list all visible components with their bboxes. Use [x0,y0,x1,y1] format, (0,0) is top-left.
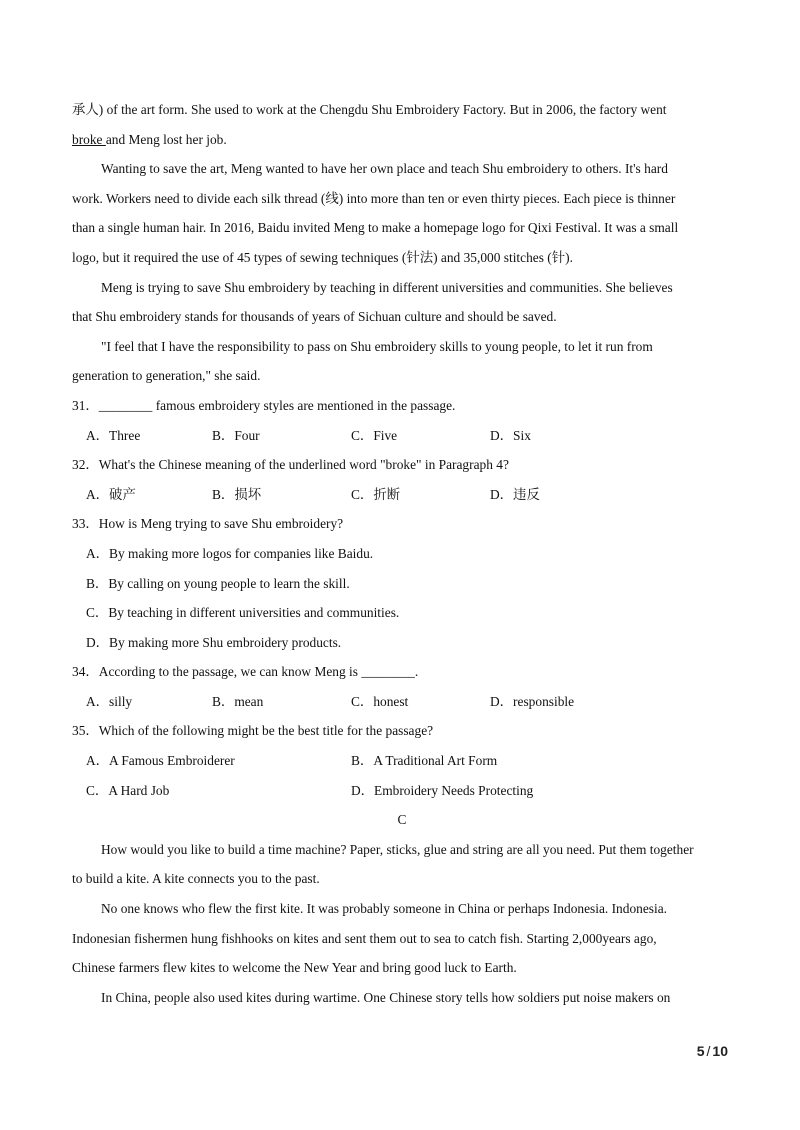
option-a: A．Three [86,427,141,443]
paragraph-line: than a single human hair. In 2016, Baidu invited Meng to make a homepage logo for Qixi Festival. It was a small [72,220,679,236]
option-d: D．Embroidery Needs Protecting [351,782,534,798]
question-34-options [72,687,732,717]
paragraph-line: to build a kite. A kite connects you to the past. [72,871,320,887]
paragraph-line: Wanting to save the art, Meng wanted to have her own place and teach Shu embroidery to others. It's hard [101,161,668,177]
option-d: D．Six [490,427,531,443]
paragraph-line: 承人) of the art form. She used to work at the Chengdu Shu Embroidery Factory. But in 2006, the factory went [72,102,667,117]
option-b: B．A Traditional Art Form [351,753,498,769]
option-c: C．honest [351,693,409,709]
question-35-options-row1 [72,746,732,776]
option-a: A．破产 [86,486,136,502]
paragraph-line: work. Workers need to divide each silk thread (线) into more than ten or even thirty pieces. Each piece is thinner [72,190,676,206]
page-number [697,1043,728,1059]
page-total: 10 [712,1043,728,1059]
paragraph-line: Chinese farmers flew kites to welcome the New Year and bring good luck to Earth. [72,960,517,976]
paragraph-line: generation to generation," she said. [72,368,261,384]
option-a: A．By making more logos for companies like Baidu. [86,545,374,561]
paragraph-line: "I feel that I have the responsibility to pass on Shu embroidery skills to young people, to let it run from [101,338,653,354]
paragraph-line: logo, but it required the use of 45 types of sewing techniques (针法) and 35,000 stitches (针). [72,249,573,265]
question-35-stem: 35．Which of the following might be the best title for the passage? [72,723,434,739]
option-b: B．By calling on young people to learn the skill. [86,575,350,591]
document-body [72,95,732,1012]
paragraph-line: Indonesian fishermen hung fishhooks on kites and sent them out to sea to catch fish. Starting 2,000years ago, [72,930,657,946]
option-c: C．A Hard Job [86,782,170,798]
question-32-stem: 32．What's the Chinese meaning of the underlined word "broke" in Paragraph 4? [72,457,509,473]
option-c: C．Five [351,427,398,443]
question-35-options-row2 [72,776,732,806]
page-current: 5 [696,1043,705,1059]
underlined-word-broke: broke [72,131,106,147]
option-a: A．silly [86,693,133,709]
option-a: A．A Famous Embroiderer [86,753,235,769]
paragraph-line: that Shu embroidery stands for thousands of years of Sichuan culture and should be saved. [72,309,557,325]
section-heading: C [397,812,407,828]
question-34-stem: 34．According to the passage, we can know Meng is ________. [72,664,419,680]
page-separator: / [706,1043,711,1059]
option-d: D．responsible [490,693,575,709]
option-b: B．Four [212,427,260,443]
option-c: C．By teaching in different universities and communities. [86,605,400,621]
option-d: D．By making more Shu embroidery products. [86,634,342,650]
paragraph-line: No one knows who flew the first kite. It was probably someone in China or perhaps Indonesia. Indonesia. [101,901,668,917]
line-text: and Meng lost her job. [105,131,227,147]
question-31-options [72,421,732,451]
question-31-stem: 31．________ famous embroidery styles are mentioned in the passage. [72,397,456,413]
paragraph-line: Meng is trying to save Shu embroidery by teaching in different universities and communities. She believes [101,279,673,295]
option-c: C．折断 [351,486,401,502]
paragraph-line: How would you like to build a time machine? Paper, sticks, glue and string are all you need. Put them together [101,841,694,857]
paragraph-line [72,125,732,155]
option-b: B．损坏 [212,486,262,502]
option-b: B．mean [212,693,264,709]
option-d: D．违反 [490,486,540,502]
paragraph-line: In China, people also used kites during wartime. One Chinese story tells how soldiers put noise makers on [101,989,671,1005]
question-32-options [72,480,732,510]
question-33-stem: 33．How is Meng trying to save Shu embroidery? [72,516,344,532]
